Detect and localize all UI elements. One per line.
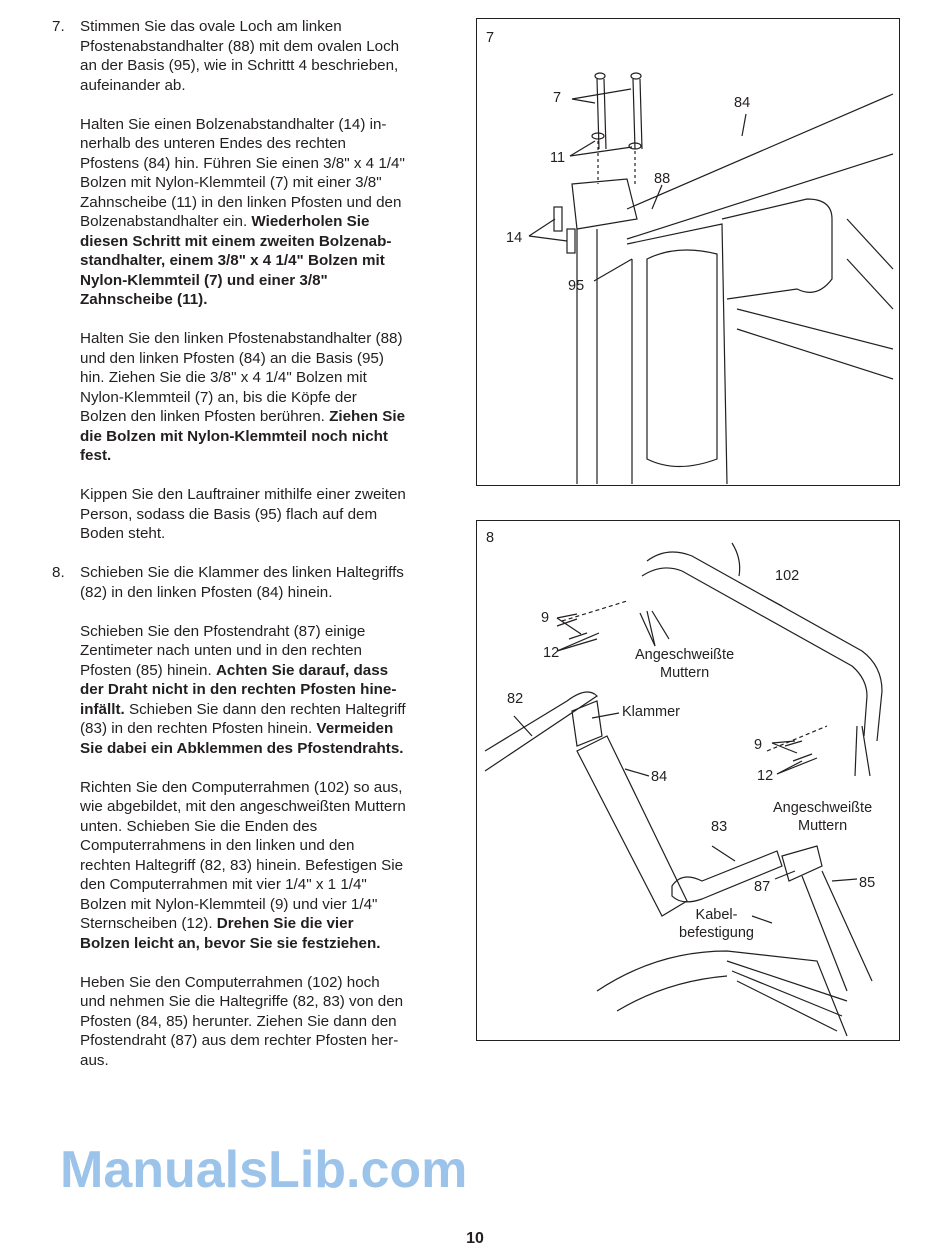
label-washer-12-right: 12 [757,768,774,784]
text: Kippen Sie den Lauftrainer mithilfe einer zweiten Person, sodass die Basis (95) flach auf dem Boden steht. [80,486,406,542]
figure-7-number: 7 [486,30,495,46]
label-left-handle-82: 82 [507,691,524,707]
label-post-84: 84 [734,95,751,111]
step-number: 7. [52,18,65,35]
bold-text: Achten Sie darauf, dass der Draht nicht in den rechten Pfosten hine- infällt. [80,661,397,718]
label-washer-12-left: 12 [543,645,560,661]
label-right-handle-83: 83 [711,819,728,835]
label-wire-87: 87 [754,879,771,895]
figure-8 [476,520,900,1041]
text: Schieben Sie den Pfostendraht (87) einige Zentimeter nach unten und in den rechten Pfosten (85) hinein. [80,622,366,679]
figure-8-drawing [477,521,901,1042]
instruction-paragraph [80,622,452,759]
label-welded-nuts-left: Angeschweißte Muttern [635,647,735,681]
bold-text: Wiederholen Sie diesen Schritt mit einem zweiten Bolzenab- standhalter, einem 3/8" x 4 1/4" Bolzen mit Nylon-Klemmteil (7) und einer 3/8" Zahnscheibe (11). [80,213,392,308]
label-frame-102: 102 [775,568,800,584]
text: Schieben Sie dann den rechten Haltegriff (83) in den rechten Pfosten hinein. [80,700,406,737]
instruction-paragraph [80,17,452,95]
text: Heben Sie den Computerrahmen (102) hoch und nehmen Sie die Haltegriffe (82, 83) von den Pfosten (84, 85) herunter. Ziehen Sie dann den Pfostendraht (87) aus dem rechter Pfosten her- aus. [80,973,404,1069]
label-welded-nuts-right: Angeschweißte Muttern [773,800,873,834]
figure-7-drawing [477,19,901,487]
label-left-post-84: 84 [651,769,668,785]
instruction-paragraph [80,778,452,954]
figure-7 [476,18,900,486]
instruction-paragraph [80,115,452,310]
step-number: 8. [52,564,65,581]
label-base-95: 95 [568,278,585,294]
instruction-paragraph [80,485,452,544]
step-7 [52,17,452,544]
label-bolt-7: 7 [553,90,562,106]
text: Stimmen Sie das ovale Loch am linken Pfostenabstandhalter (88) mit dem ovalen Loch an der Basis (95), wie in Schrittt 4 beschrieben, aufeinander ab. [80,18,400,94]
label-right-post-85: 85 [859,875,876,891]
label-bolt-9-left: 9 [541,610,550,626]
label-cable-tie: Kabel- befestigung [679,907,754,941]
text: Schieben Sie die Klammer des linken Haltegriffs (82) in den linken Pfosten (84) hinein. [80,564,404,601]
page-number: 10 [466,1230,484,1247]
watermark: ManualsLib.com [60,1141,468,1199]
step-8 [52,563,452,1070]
instruction-paragraph [80,329,452,466]
label-bolt-9-right: 9 [754,737,763,753]
instruction-paragraph [80,563,452,602]
bold-text: Drehen Sie die vier Bolzen leicht an, bevor Sie sie festziehen. [80,915,381,952]
text: Richten Sie den Computerrahmen (102) so aus, wie abgebildet, mit den angeschweißten Muttern unten. Schieben Sie die Enden des Computerrahmens in den linken und den rechten Haltegriff (82, 83) hinein. Befestigen Sie den Computerrahmen mit vier 1/4" x 1 1/4" Bolzen mit Nylon-Klemmteil (9) und vier 1/4" Sternscheiben (12). [80,778,406,932]
label-spacer-88: 88 [654,171,671,187]
label-spacer-14: 14 [506,230,523,246]
bold-text: Vermeiden Sie dabei ein Abklemmen des Pfostendrahts. [80,720,404,757]
text: Halten Sie den linken Pfostenabstandhalter (88) und den linken Pfosten (84) an die Basis (95) hin. Ziehen Sie die 3/8" x 4 1/4" Bolzen mit Nylon-Klemmteil (7) an, bis die Köpfe der Bolzen den linken Pfosten berühren. [80,330,403,425]
instructions-column [52,17,452,1090]
figure-8-number: 8 [486,530,495,546]
instruction-paragraph [80,973,452,1071]
bold-text: Ziehen Sie die Bolzen mit Nylon-Klemmteil noch nicht fest. [80,408,406,464]
label-clamp: Klammer [622,704,681,720]
text: Halten Sie einen Bolzenabstandhalter (14) in- nerhalb des unteren Endes des rechten Pfostens (84) hin. Führen Sie einen 3/8" x 4 1/4" Bolzen mit Nylon-Klemmteil (7) mit einer 3/8" Zahnscheibe (11) in den linken Pfosten und den Bolzenabstandhalter ein. [80,115,405,230]
label-washer-11: 11 [550,150,566,166]
